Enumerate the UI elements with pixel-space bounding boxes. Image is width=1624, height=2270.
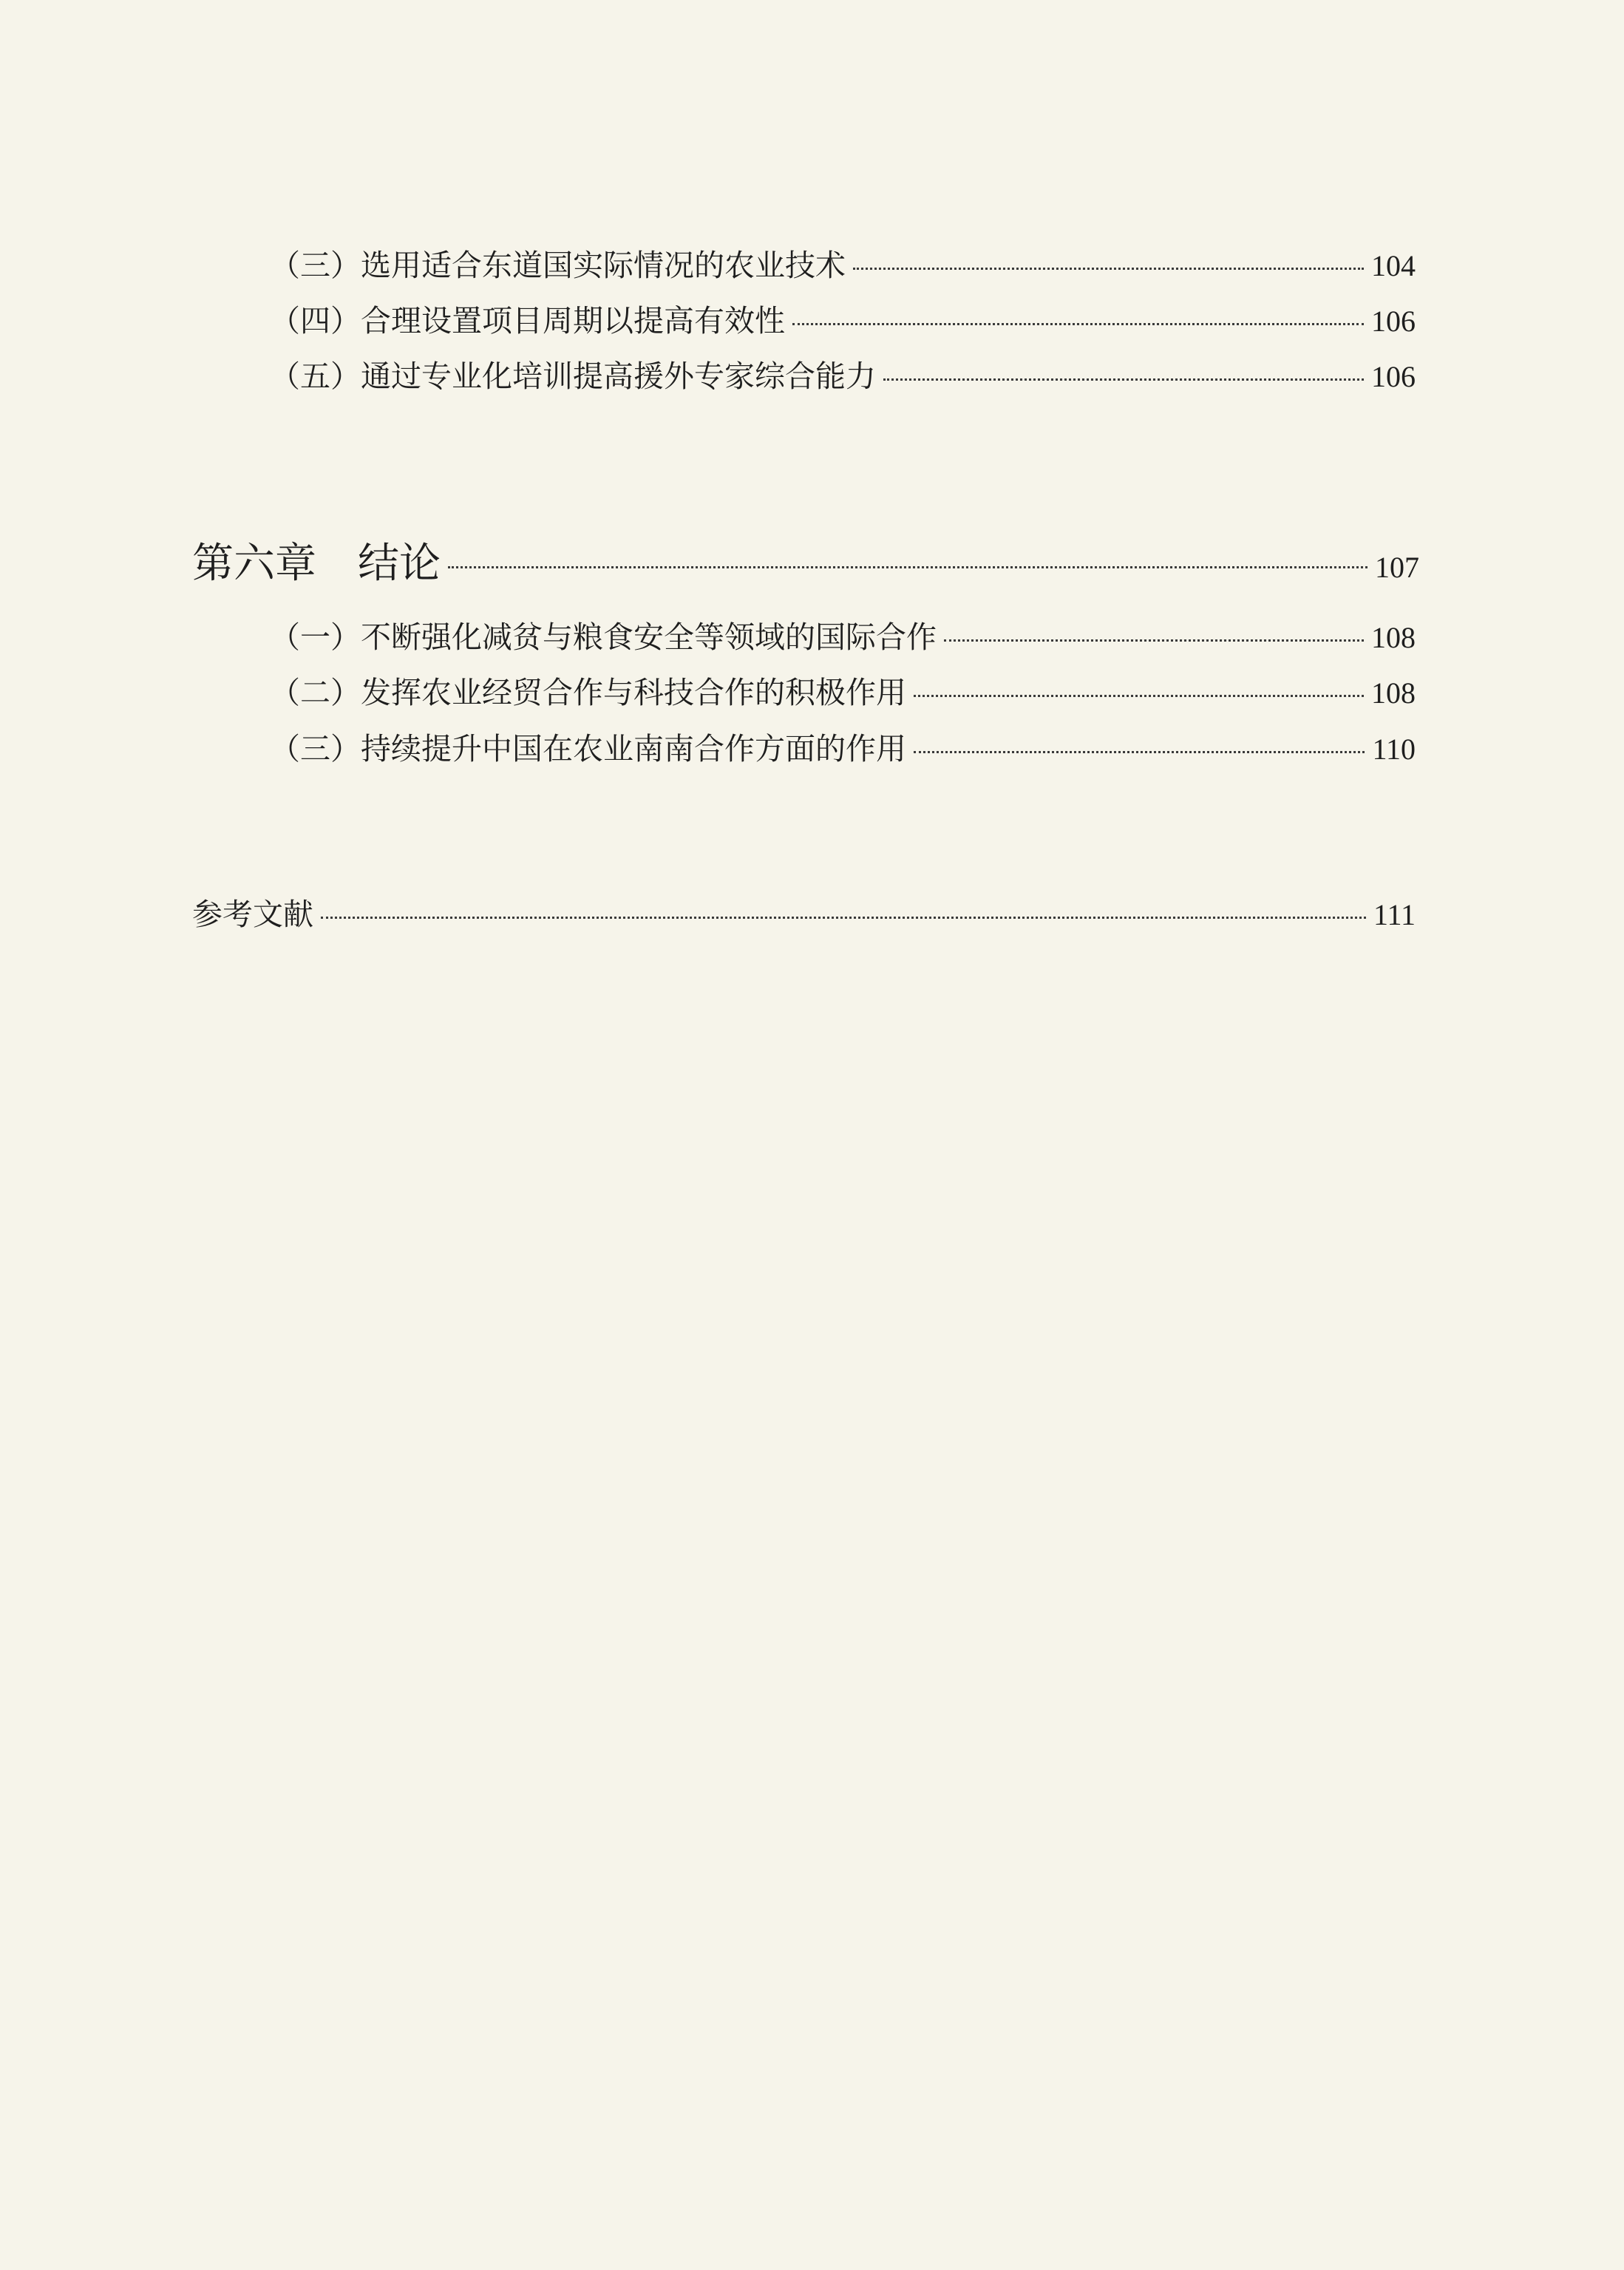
dot-leader <box>944 639 1364 642</box>
dot-leader <box>853 268 1364 270</box>
dot-leader <box>792 323 1364 325</box>
toc-entry-page: 108 <box>1371 621 1416 654</box>
toc-entry-label: （二）发挥农业经贸合作与科技合作的积极作用 <box>270 675 906 710</box>
toc-entry-page: 106 <box>1371 360 1416 393</box>
dot-leader <box>914 695 1364 697</box>
dot-leader <box>448 566 1368 568</box>
toc-entry-page: 110 <box>1372 733 1416 766</box>
toc-entry[interactable] <box>270 613 1416 656</box>
chapter-title: 第六章 结论 <box>192 540 441 588</box>
toc-entry-label: （五）通过专业化培训提高援外专家综合能力 <box>270 358 876 394</box>
references-label: 参考文献 <box>192 897 313 932</box>
toc-entry[interactable] <box>270 724 1416 768</box>
toc-entry[interactable] <box>270 241 1416 285</box>
toc-entry-page: 106 <box>1371 305 1416 338</box>
toc-entry[interactable] <box>270 668 1416 712</box>
toc-references-entry[interactable] <box>192 890 1416 934</box>
toc-entry[interactable] <box>270 352 1416 395</box>
dot-leader <box>914 751 1365 753</box>
toc-entry-label: （三）选用适合东道国实际情况的农业技术 <box>270 248 846 283</box>
dot-leader <box>883 378 1364 381</box>
toc-entry-page: 108 <box>1371 676 1416 710</box>
toc-chapter-entry[interactable] <box>192 531 1419 590</box>
toc-entry-page: 107 <box>1375 551 1419 584</box>
toc-entry-label: （三）持续提升中国在农业南南合作方面的作用 <box>270 731 906 767</box>
toc-entry-label: （四）合理设置项目周期以提高有效性 <box>270 303 785 339</box>
toc-entry-label: （一）不断强化减贫与粮食安全等领域的国际合作 <box>270 619 937 655</box>
toc-entry-page: 111 <box>1373 898 1416 931</box>
dot-leader <box>321 917 1366 919</box>
toc-entry[interactable] <box>270 296 1416 340</box>
toc-entry-page: 104 <box>1371 249 1416 282</box>
